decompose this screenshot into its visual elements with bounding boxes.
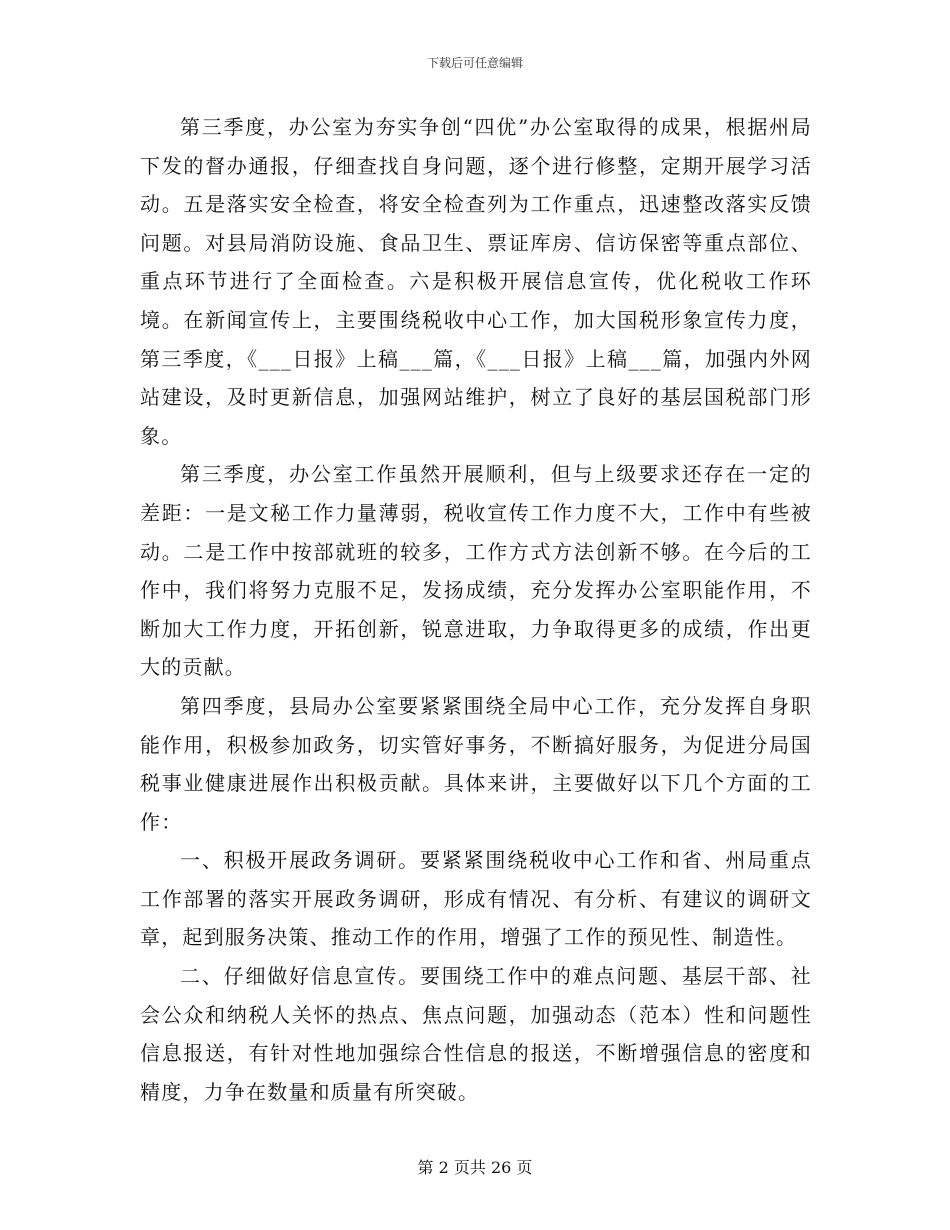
paragraph: 第四季度，县局办公室要紧紧围绕全局中心工作，充分发挥自身职能作用，积极参加政务，切实管好事务，不断搞好服务，为促进分局国税事业健康进展作出积极贡献。具体来讲，主要做好以下几个方面的工作：	[140, 693, 812, 834]
paragraph: 二、仔细做好信息宣传。要围绕工作中的难点问题、基层干部、社会公众和纳税人关怀的热点、焦点问题，加强动态（范本）性和问题性信息报送，有针对性地加强综合性信息的报送，不断增强信息的密度和精度，力争在数量和质量有所突破。	[140, 964, 812, 1104]
paragraph: 第三季度，办公室工作虽然开展顺利，但与上级要求还存在一定的差距：一是文秘工作力量薄弱，税收宣传工作力度不大，工作中有些被动。二是工作中按部就班的较多，工作方式方法创新不够。在今后的工作中，我们将努力克服不足，发扬成绩，充分发挥办公室职能作用，不断加大工作力度，开拓创新，锐意进取，力争取得更多的成绩，作出更大的贡献。	[140, 462, 812, 680]
paragraph: 第三季度，办公室为夯实争创“四优”办公室取得的成果，根据州局下发的督办通报，仔细查找自身问题，逐个进行修整，定期开展学习活动。五是落实安全检查，将安全检查列为工作重点，迅速整改落实反馈问题。对县局消防设施、食品卫生、票证库房、信访保密等重点部位、重点环节进行了全面检查。六是积极开展信息宣传，优化税收工作环境。在新闻宣传上，主要围绕税收中心工作，加大国税形象宣传力度，第三季度，《___日报》上稿___篇，《___日报》上稿___篇，加强内外网站建设，及时更新信息，加强网站维护，树立了良好的基层国税部门形象。	[140, 115, 812, 448]
document-body	[140, 108, 812, 1111]
page-header: 下载后可任意编辑	[426, 56, 523, 70]
page-footer: 第 2 页共 26 页	[417, 1158, 533, 1177]
paragraph: 一、积极开展政务调研。要紧紧围绕税收中心工作和省、州局重点工作部署的落实开展政务调研，形成有情况、有分析、有建议的调研文章，起到服务决策、推动工作的作用，增强了工作的预见性、制造性。	[140, 848, 812, 950]
